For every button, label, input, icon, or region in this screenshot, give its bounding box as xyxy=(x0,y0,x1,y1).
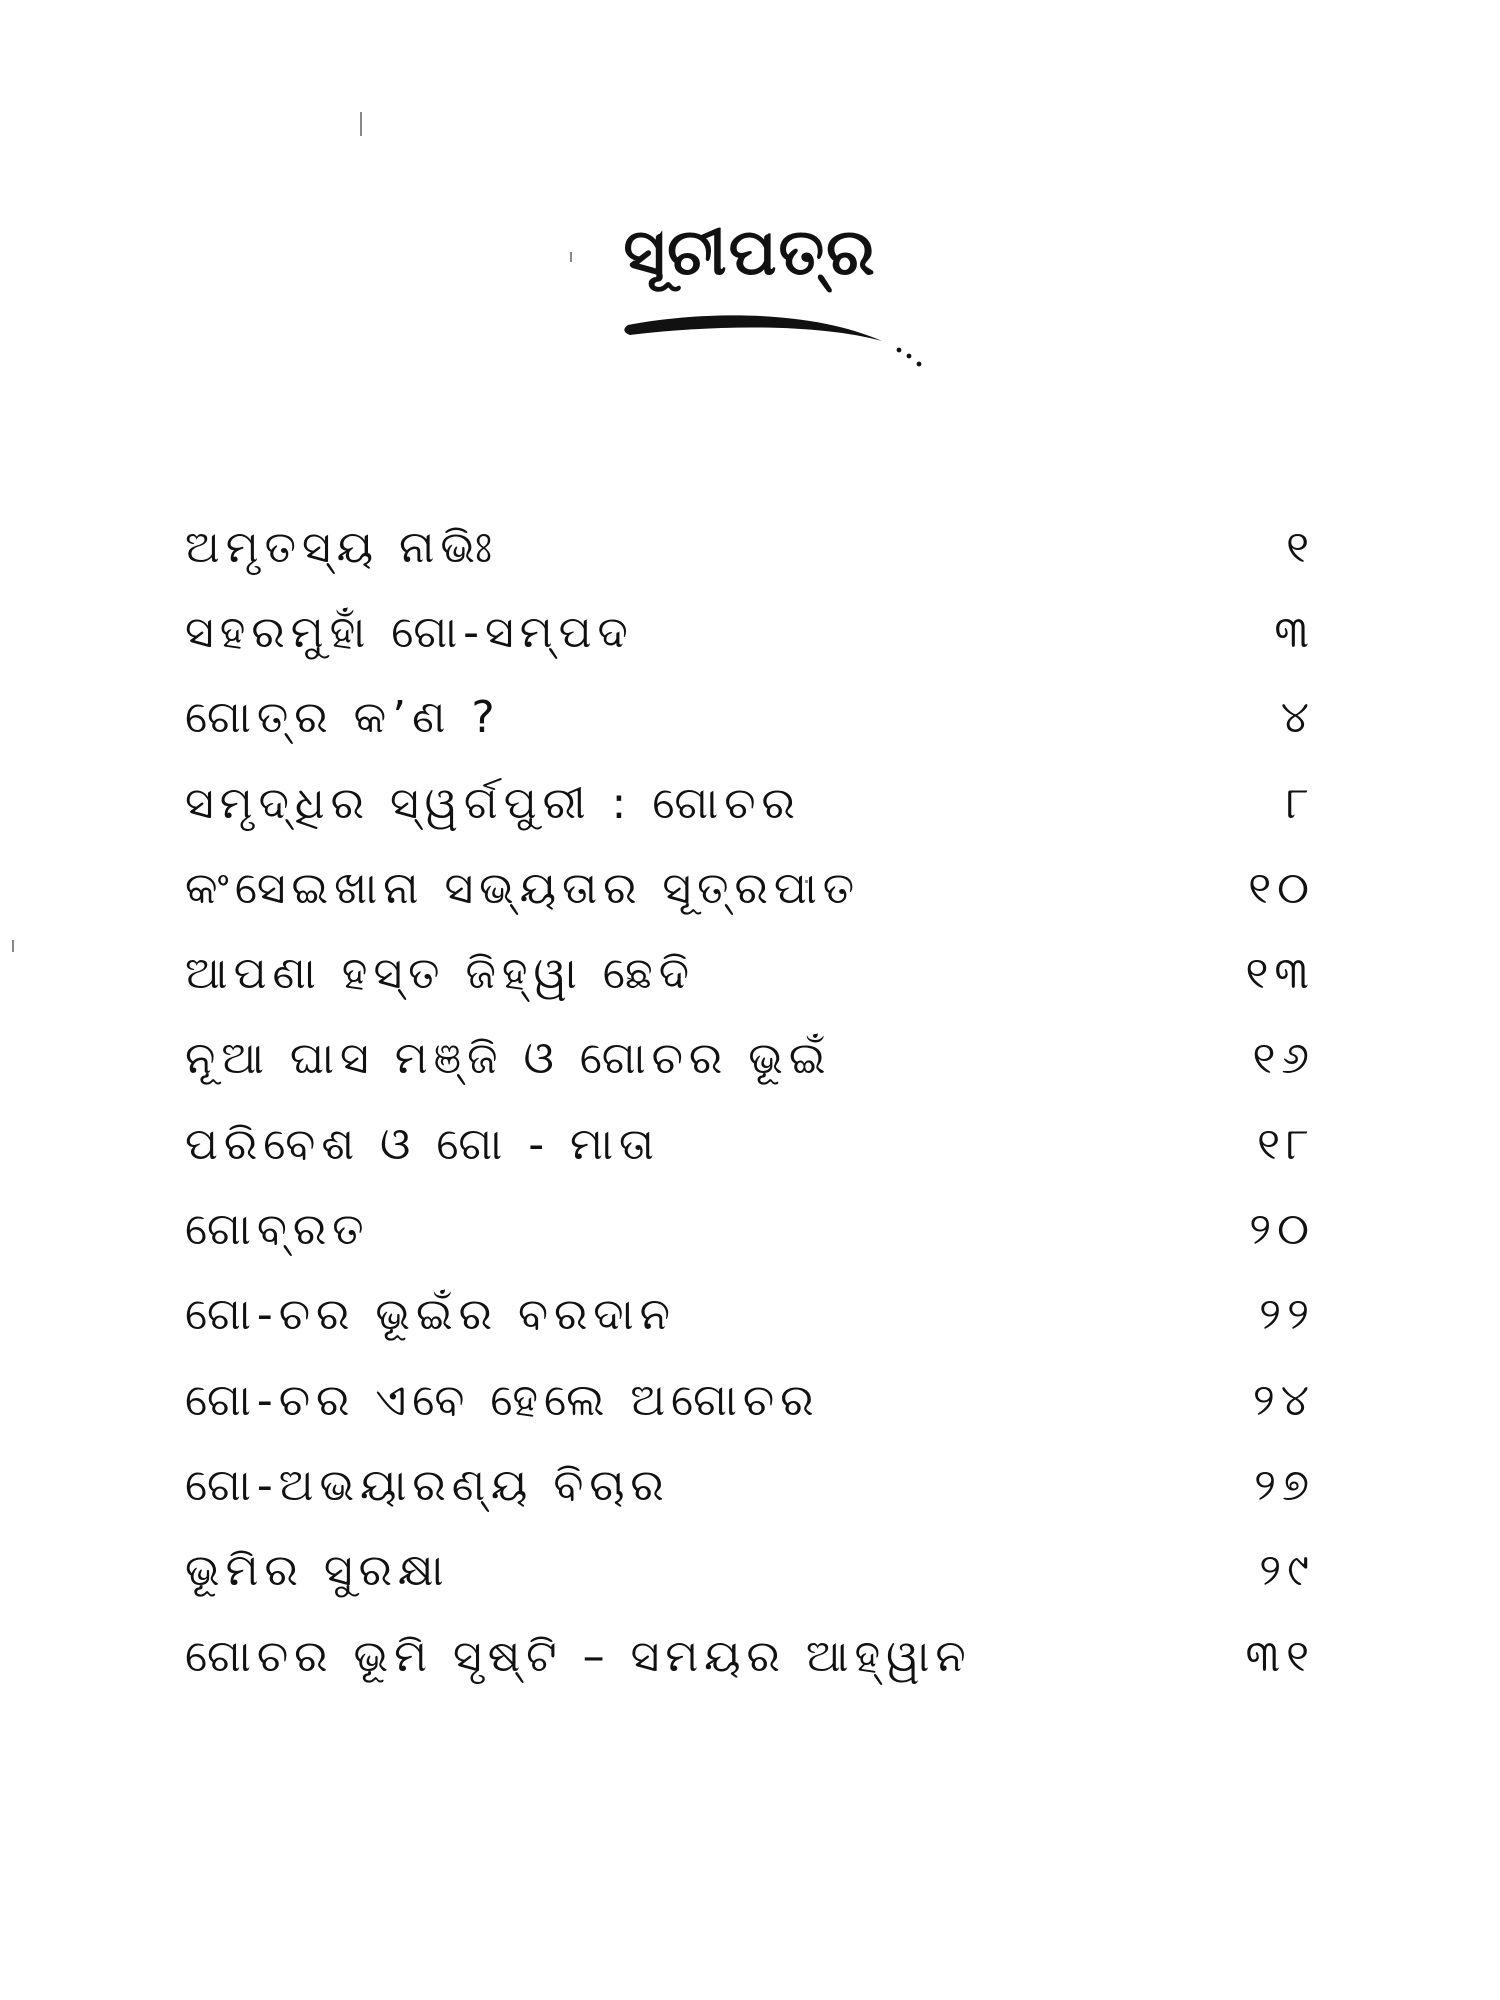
toc-entry xyxy=(185,931,1315,1016)
toc-entry-page-number: ୧୩ xyxy=(1245,948,1315,1000)
toc-entry-page-number: ୧୬ xyxy=(1252,1033,1315,1085)
toc-entry-page-number: ୧୮ xyxy=(1257,1118,1315,1170)
toc-entry-title: ଗୋଚର ଭୂମି ସୃଷ୍ଟି – ସମୟର ଆହ୍ୱାନ xyxy=(185,1630,972,1682)
toc-entry xyxy=(185,1443,1315,1528)
toc-entry-title: ଗୋତ୍ର କ’ଣ ? xyxy=(185,692,501,744)
toc-entry-page-number: ୨୦ xyxy=(1249,1204,1315,1256)
toc-entry-page-number: ୧ xyxy=(1286,521,1315,573)
scan-speck xyxy=(360,112,362,136)
scan-speck xyxy=(12,940,14,952)
title-underline-flourish xyxy=(620,305,940,375)
toc-entry xyxy=(185,590,1315,675)
toc-entry-title: ଆପଣା ହସ୍ତ ଜିହ୍ୱା ଛେଦି xyxy=(185,948,695,1000)
toc-entry-page-number: ୨୯ xyxy=(1259,1545,1315,1597)
toc-entry-page-number: ୨୪ xyxy=(1252,1374,1315,1426)
toc-entry-page-number: ୪ xyxy=(1280,692,1315,744)
toc-entry-page-number: ୧୦ xyxy=(1248,862,1315,914)
toc-entry-title: ପରିବେଶ ଓ ଗୋ - ମାତା xyxy=(185,1118,660,1170)
toc-entry-page-number: ୩ xyxy=(1274,606,1315,658)
toc-entry-title: ସମୃଦ୍ଧିର ସ୍ୱର୍ଗପୁରୀ : ଗୋଚର xyxy=(185,777,801,829)
toc-entry-title: ଗୋ-ଚର ଭୂଇଁର ବରଦାନ xyxy=(185,1289,676,1341)
toc-entry xyxy=(185,1614,1315,1699)
page-title: ସୂଚୀପତ୍ର xyxy=(623,216,877,290)
toc-entry-title: ଅମୃତସ୍ୟ ନାଭିଃ xyxy=(185,521,499,573)
toc-entry-title: ଗୋ-ଅଭୟାରଣ୍ୟ ବିଚାର xyxy=(185,1459,670,1511)
toc-entry-page-number: ୨୨ xyxy=(1259,1289,1315,1341)
toc-entry-title: ନୂଆ ଘାସ ମଞ୍ଜି ଓ ଗୋଚର ଭୂଇଁ xyxy=(185,1033,832,1085)
toc-entry xyxy=(185,1017,1315,1102)
toc-entry xyxy=(185,676,1315,761)
toc-entry-title: ସହରମୁହାଁ ଗୋ-ସମ୍ପଦ xyxy=(185,606,634,658)
toc-entry xyxy=(185,1529,1315,1614)
table-of-contents xyxy=(185,505,1315,1699)
toc-entry-title: ଭୂମିର ସୁରକ୍ଷା xyxy=(185,1545,450,1597)
toc-entry-title: ଗୋବ୍ରତ xyxy=(185,1204,370,1256)
toc-entry xyxy=(185,1187,1315,1272)
toc-entry xyxy=(185,1358,1315,1443)
toc-entry xyxy=(185,846,1315,931)
toc-entry-title: କଂସେଇଖାନା ସଭ୍ୟତାର ସୂତ୍ରପାତ xyxy=(185,862,861,914)
toc-entry xyxy=(185,1273,1315,1358)
toc-entry xyxy=(185,761,1315,846)
toc-entry-page-number: ୮ xyxy=(1286,777,1315,829)
toc-entry xyxy=(185,1102,1315,1187)
toc-entry-page-number: ୨୭ xyxy=(1254,1459,1315,1511)
toc-entry-page-number: ୩୧ xyxy=(1245,1630,1315,1682)
toc-entry xyxy=(185,505,1315,590)
toc-entry-title: ଗୋ-ଚର ଏବେ ହେଲେ ଅଗୋଚର xyxy=(185,1374,820,1426)
